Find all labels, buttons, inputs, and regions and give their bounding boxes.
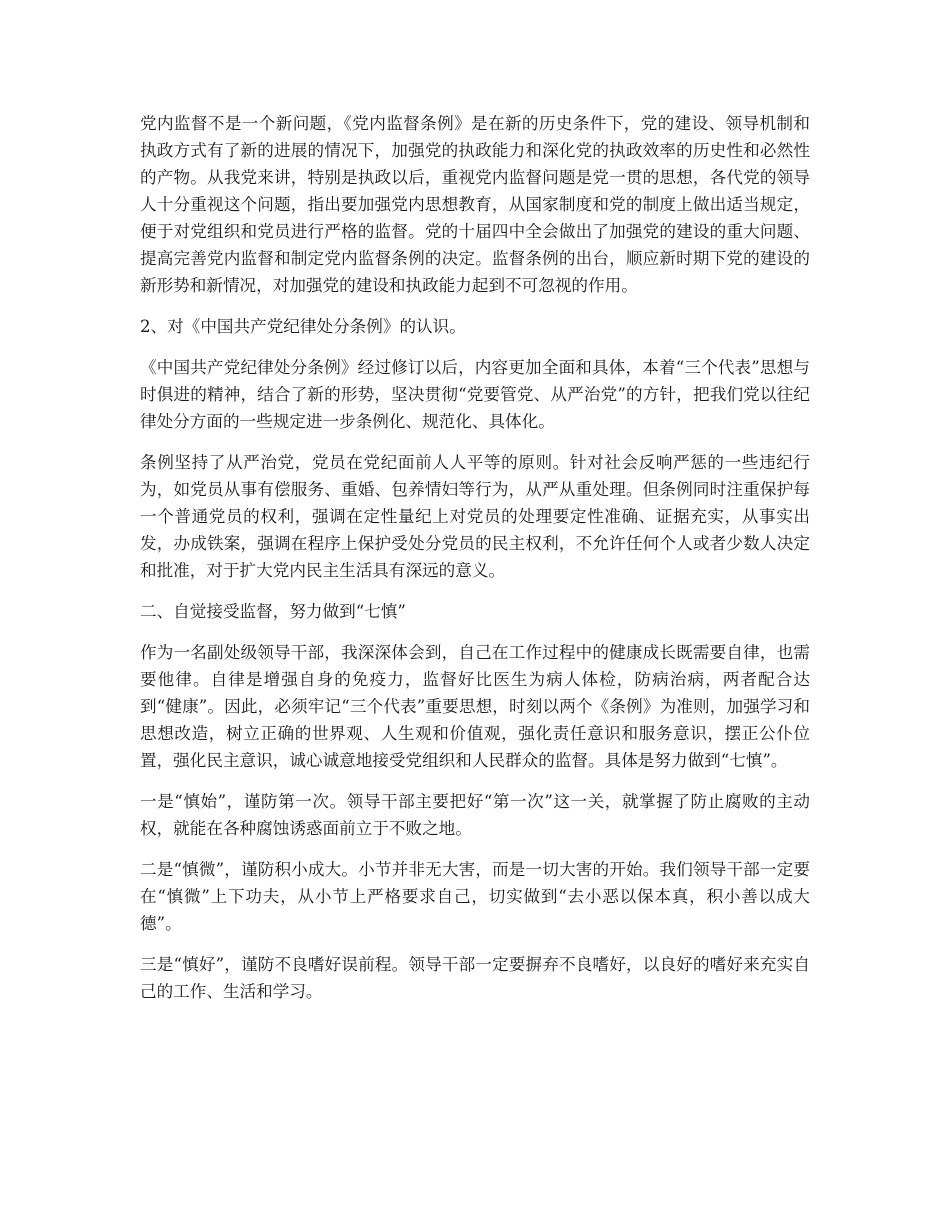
paragraph-party-supervision: 党内监督不是一个新问题，《党内监督条例》是在新的历史条件下，党的建设、领导机制和执政方式有了新的进展的情况下，加强党的执政能力和深化党的执政效率的历史性和必然性的产物。从我党来讲，特别是执政以后，重视党内监督问题是党一贯的思想，各代党的领导人十分重视这个问题，指出要加强党内思想教育，从国家制度和党的制度上做出适当规定，便于对党组织和党员进行严格的监督。党的十届四中全会做出了加强党的建设的重大问题、提高完善党内监督和制定党内监督条例的决定。监督条例的出台，顺应新时期下党的建设的新形势和新情况，对加强党的建设和执政能力起到不可忽视的作用。 bbox=[140, 114, 810, 295]
paragraph-caution-hobbies: 三是“慎好”，谨防不良嗜好误前程。领导干部一定要摒弃不良嗜好，以良好的嗜好来充实自己的工作、生活和学习。 bbox=[140, 955, 810, 1001]
paragraph-caution-beginning: 一是“慎始”，谨防第一次。领导干部主要把好“第一次”这一关，就掌握了防止腐败的主动权，就能在各种腐蚀诱惑面前立于不败之地。 bbox=[140, 792, 810, 838]
paragraph-self-discipline: 作为一名副处级领导干部，我深深体会到，自己在工作过程中的健康成长既需要自律，也需要他律。自律是增强自身的免疫力，监督好比医生为病人体检，防病治病，两者配合达到“健康”。因此，必须牢记“三个代表”重要思想，时刻以两个《条例》为准则，加强学习和思想改造，树立正确的世界观、人生观和价值观，强化责任意识和服务意识，摆正公仆位置，强化民主意识，诚心诚意地接受党组织和人民群众的监督。具体是努力做到“七慎”。 bbox=[140, 643, 810, 770]
heading-seven-cautions: 二、自觉接受监督，努力做到“七慎” bbox=[140, 602, 406, 621]
document-body bbox=[140, 110, 810, 1005]
paragraph-strict-governance: 条例坚持了从严治党，党员在党纪面前人人平等的原则。针对社会反响严惩的一些违纪行为，如党员从事有偿服务、重婚、包养情妇等行为，从严从重处理。但条例同时注重保护每一个普通党员的权利，强调在定性量纪上对党员的处理要定性准确、证据充实，从事实出发，办成铁案，强调在程序上保护受处分党员的民主权利，不允许任何个人或者少数人决定和批准，对于扩大党内民主生活具有深远的意义。 bbox=[140, 453, 810, 580]
heading-discipline-regulations: 2、对《中国共产党纪律处分条例》的认识。 bbox=[140, 317, 466, 336]
paragraph-discipline-revision: 《中国共产党纪律处分条例》经过修订以后，内容更加全面和具体，本着“三个代表”思想与时俱进的精神，结合了新的形势，坚决贯彻“党要管党、从严治党”的方针，把我们党以往纪律处分方面的一些规定进一步条例化、规范化、具体化。 bbox=[140, 358, 810, 431]
paragraph-caution-small: 二是“慎微”，谨防积小成大。小节并非无大害，而是一切大害的开始。我们领导干部一定要在“慎微”上下功夫，从小节上严格要求自己，切实做到“去小恶以保本真，积小善以成大德”。 bbox=[140, 860, 810, 933]
